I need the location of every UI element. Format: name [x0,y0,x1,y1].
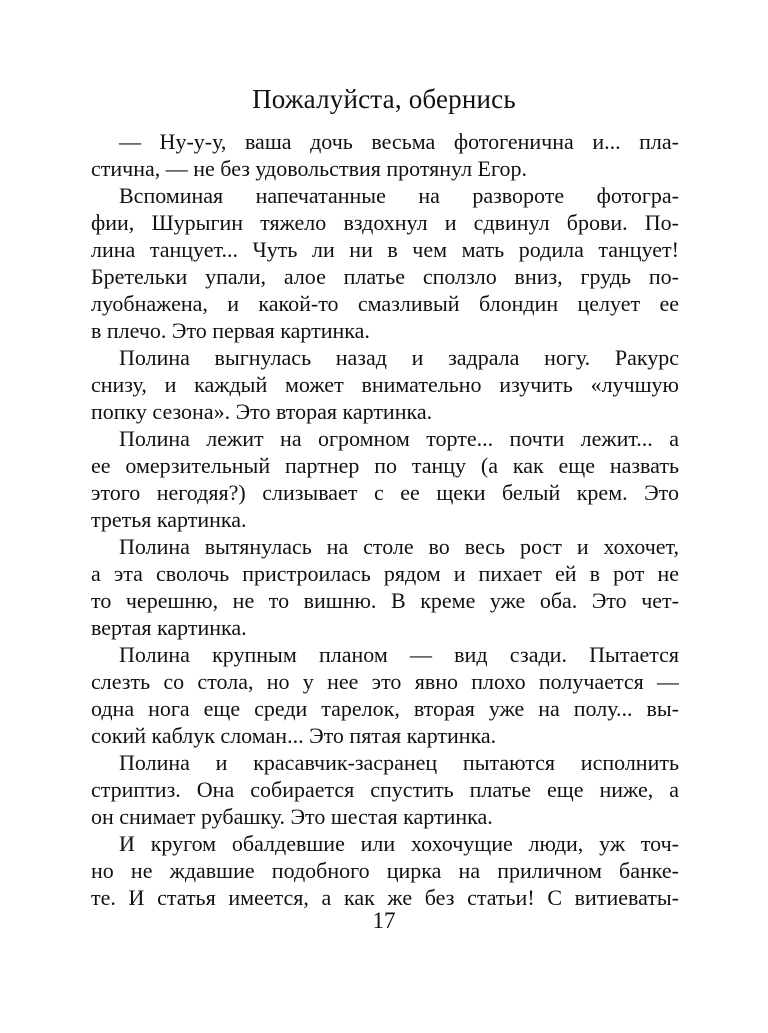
paragraph [91,128,679,182]
text-line: этого негодяя?) слизывает с ее щеки белый крем. Это [91,480,679,505]
paragraph [91,182,679,344]
text-line: то черешню, не то вишню. В креме уже оба. Это чет- [91,588,679,613]
text-line: Полина лежит на огромном торте... почти лежит... а [119,426,679,451]
text-line: но не ждавшие подобного цирка на приличном банке- [91,858,679,883]
text-line: Полина крупным планом — вид сзади. Пытается [119,642,679,667]
text-line: стична, — не без удовольствия протянул Егор. [91,156,527,181]
text-line: те. И статья имеется, а как же без статьи! С витиеваты- [91,885,679,910]
text-line: — Ну-у-у, ваша дочь весьма фотогенична и... пла- [119,129,679,154]
text-line: лина танцует... Чуть ли ни в чем мать родила танцует! [91,237,679,262]
paragraph [91,425,679,533]
body-text [91,128,679,911]
text-line: он снимает рубашку. Это шестая картинка. [91,804,493,829]
text-line: Вспоминая напечатанные на развороте фотогра- [119,183,679,208]
text-line: луобнажена, и какой-то смазливый блондин целует ее [91,291,679,316]
text-line: сокий каблук сломан... Это пятая картинка. [91,723,497,748]
text-line: стриптиз. Она собирается спустить платье еще ниже, а [91,777,679,802]
text-line: Полина и красавчик-засранец пытаются исполнить [119,750,679,775]
page-number: 17 [372,908,396,933]
text-line: слезть со стола, но у нее это явно плохо получается — [91,669,679,694]
text-line: одна нога еще среди тарелок, вторая уже на полу... вы- [91,696,679,721]
text-line: Бретельки упали, алое платье сползло вниз, грудь по- [91,264,679,289]
paragraph [91,830,679,911]
text-line: вертая картинка. [91,615,247,640]
running-header: Пожалуйста, обернись [252,84,516,114]
paragraph [91,749,679,830]
text-line: И кругом обалдевшие или хохочущие люди, уж точ- [119,831,679,856]
text-line: фии, Шурыгин тяжело вздохнул и сдвинул брови. По- [91,210,679,235]
text-line: в плечо. Это первая картинка. [91,318,370,343]
text-line: Полина вытянулась на столе во весь рост и хохочет, [119,534,679,559]
text-line: третья картинка. [91,507,247,532]
text-line: снизу, и каждый может внимательно изучить «лучшую [91,372,679,397]
paragraph [91,533,679,641]
paragraph [91,344,679,425]
text-line: попку сезона». Это вторая картинка. [91,399,433,424]
text-line: Полина выгнулась назад и задрала ногу. Ракурс [119,345,679,370]
text-line: ее омерзительный партнер по танцу (а как еще назвать [91,453,679,478]
paragraph [91,641,679,749]
text-line: а эта сволочь пристроилась рядом и пихает ей в рот не [91,561,679,586]
